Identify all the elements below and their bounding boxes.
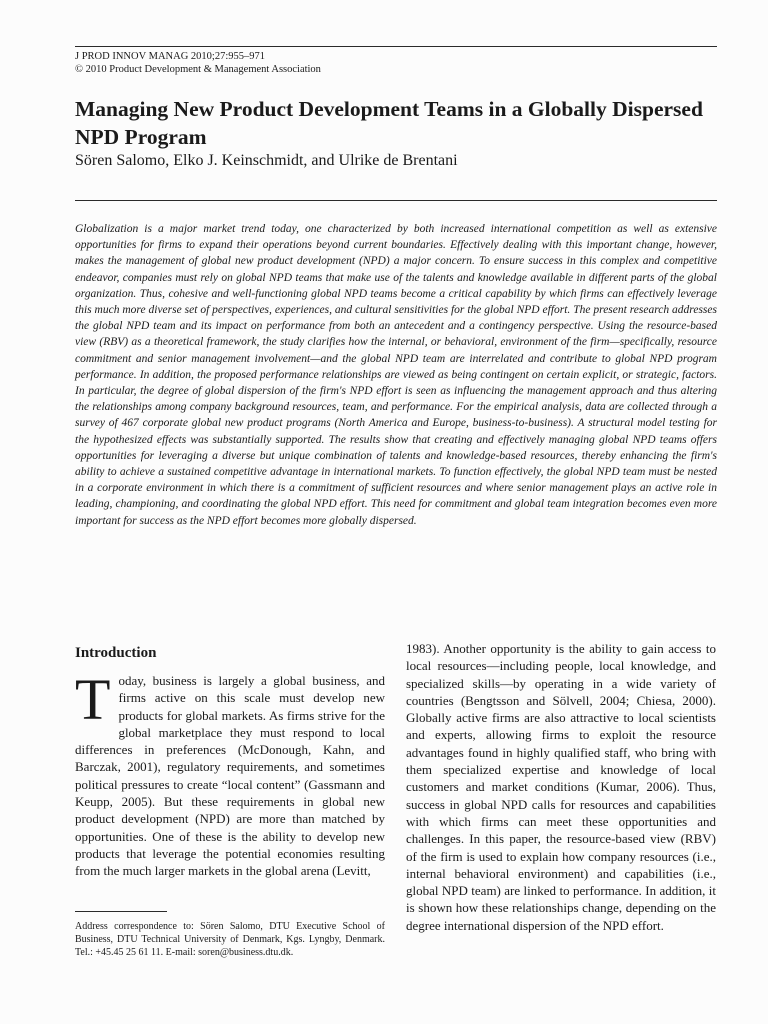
drop-cap: T — [75, 667, 111, 732]
header-rule — [75, 46, 717, 47]
journal-meta — [75, 50, 321, 76]
article-authors: Sören Salomo, Elko J. Keinschmidt, and Ulrike de Brentani — [75, 152, 458, 169]
abstract-rule — [75, 200, 717, 201]
intro-text-right: 1983). Another opportunity is the ability to gain access to local resources—including people, local knowledge, and specialized skills—by operating in a wide variety of countries (Bengtsson and Sölvell, 2004; Chiesa, 2000). Globally active firms are also attractive to local scientists and experts, allowing firms to exploit the resource advantages found in highly qualified staff, who bring with them specialized expertise and knowledge of local customers and market conditions (Kumar, 2006). Thus, success in global NPD calls for resources and capabilities with which firms can meet these opportunities and challenges. In this paper, the resource-based view (RBV) of the firm is used to explain how company resources (i.e., internal behavioral environment) and capabilities (i.e., global NPD team) are linked to performance. In addition, it is shown how these relationships change, depending on the degree international dispersion of the NPD effort. — [406, 641, 716, 933]
intro-paragraph-left — [75, 667, 385, 880]
body-column-left — [75, 667, 385, 880]
correspondence-footnote: Address correspondence to: Sören Salomo, DTU Executive School of Business, DTU Technical University of Denmark, Kgs. Lyngby, Denmark. Tel.: +45.45 25 61 11. E-mail: soren@business.dtu.dk. — [75, 921, 385, 958]
footnote-rule — [75, 911, 167, 912]
article-title: Managing New Product Development Teams in a Globally Dispersed NPD Program — [75, 97, 703, 149]
intro-text-left: oday, business is largely a global business, and firms active on this scale must develop new products for global markets. As firms strive for the global marketplace they must respond to local differences in preferences (McDonough, Kahn, and Barczak, 2001), regulatory requirements, and sometimes political pressures to create “local content” (Gassmann and Keupp, 2005). But these requirements in global new product development (NPD) are more than matched by opportunities. One of these is the ability to develop new products that leverage the potential economies resulting from the much larger markets in the global arena (Levitt, — [75, 673, 385, 879]
abstract-text: Globalization is a major market trend today, one characterized by both increased international competition as well as extensive opportunities for firms to expand their operations beyond current boundaries. Effectively dealing with this important change, however, makes the management of global new product development (NPD) a major concern. To ensure success in this complex and competitive endeavor, companies must rely on global NPD teams that make use of the talents and knowledge available in different parts of the global organization. Thus, cohesive and well-functioning global NPD teams become a critical capability by which firms can effectively leverage this much more diverse set of perspectives, experiences, and cultural sensitivities for the global NPD effort. The present research addresses the global NPD team and its impact on performance from both an antecedent and a contingency perspective. Using the resource-based view (RBV) as a theoretical framework, the study clarifies how the internal, or behavioral, environment of the firm—specifically, resource commitment and senior management involvement—and the global NPD team are interrelated and contribute to global NPD program performance. In addition, the proposed performance relationships are viewed as being contingent on certain explicit, or strategic, factors. In particular, the degree of global dispersion of the firm's NPD effort is seen as influencing the management approach and thus altering the relationships among company background resources, team, and performance. For the empirical analysis, data are collected through a survey of 467 corporate global new product programs (North America and Europe, business-to-business). A structural model testing for the hypothesized effects was substantially supported. The results show that creating and effectively managing global NPD teams offers opportunities for leveraging a diverse but unique combination of talents and knowledge-based resources, thereby enhancing the firm's ability to achieve a sustained competitive advantage in international markets. To function effectively, the global NPD team must be nested in a corporate environment in which there is a commitment of sufficient resources and where senior management plays an active role in leading, championing, and coordinating the global NPD effort. This need for commitment and global team integration becomes even more important for success as the NPD effort becomes more globally dispersed. — [75, 223, 717, 527]
journal-citation: J PROD INNOV MANAG 2010;27:955–971 — [75, 51, 265, 62]
journal-copyright: © 2010 Product Development & Management Association — [75, 64, 321, 75]
body-column-right — [406, 640, 716, 934]
section-heading-introduction: Introduction — [75, 645, 157, 661]
